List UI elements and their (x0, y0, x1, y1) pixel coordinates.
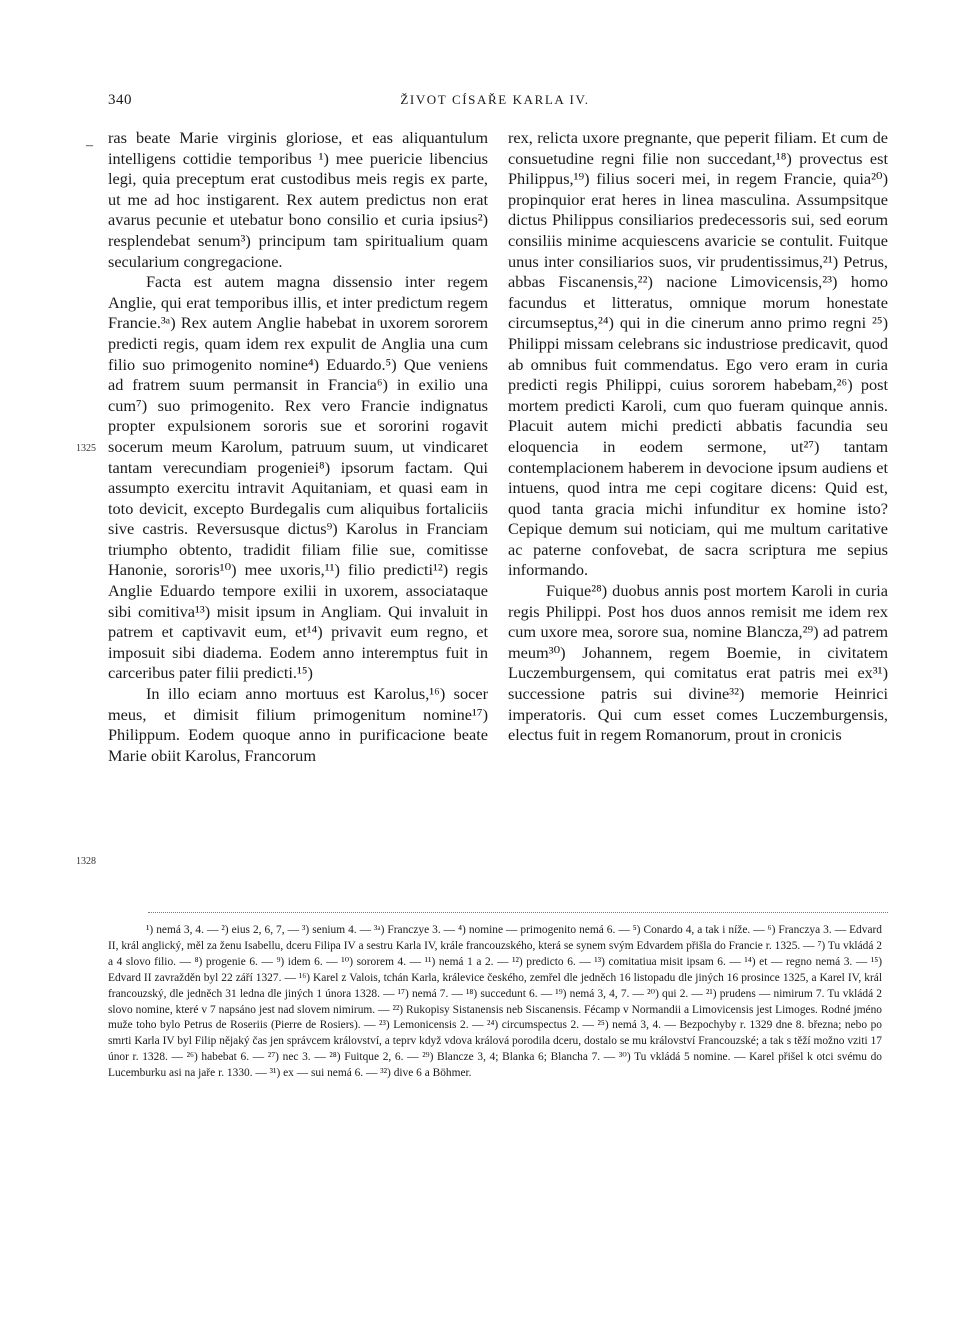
margin-year-1325: 1325 (76, 443, 96, 454)
left-paragraph-1: ras beate Marie virginis gloriose, et eas aliquantulum intelligens cottidie temporibus ¹) mee puericie libencius legi, quia preceptum erat custodibus meis regis ex parte, ut me ad hoc instigarent. Rex autem predictus non erat avarus pecunie et utebatur bono consilio et curia ipsius²) resplendebat senum³) principum tam spiritualium quam secularium congregacione. (108, 128, 488, 271)
page-number: 340 (108, 92, 132, 108)
footnote-separator (148, 912, 888, 913)
margin-year-1328: 1328 (76, 856, 96, 867)
right-paragraph-2: Fuique²⁸) duobus annis post mortem Karoli in curia regis Philippi. Post hos duos annos remisit me idem rex cum uxore mea, sorore sua, nomine Blancza,²⁹) ad patrem meum³⁰) Johannem, regem Boemie, in civitatem Luczemburgensem, qui comitatus erat patris mei ex³¹) successione patris sui divine³²) memorie Heinrici imperatoris. Qui cum esset comes Luczemburgensis, electus fuit in regem Romanorum, prout in cronicis (508, 581, 888, 745)
left-paragraph-3: In illo eciam anno mortuus est Karolus,¹⁶) socer meus, et dimisit filium primogenitum nomine¹⁷) Philippum. Eodem quoque anno in purificacione beate Marie obiit Karolus, Francorum (108, 684, 488, 765)
page-header (108, 92, 882, 116)
running-title: ŽIVOT CÍSAŘE KARLA IV. (400, 92, 590, 107)
left-column (108, 128, 488, 766)
left-paragraph-2: Facta est autem magna dissensio inter regem Anglie, qui erat temporibus illis, et inter predictum regem Francie.³ᵃ) Rex autem Anglie habebat in uxorem sororem predicti regis, quam idem rex expulit de Anglia una cum filio suo primogenito nomine⁴) Eduardo.⁵) Que veniens ad fratrem suum permansit in Francia⁶) in exilio una cum⁷) suo primogenito. Rex vero Francie indignatus propter expulsionem sororis sue et sororini rogavit socerum meum Karolum, patruum suum, ut vindicaret tantam verecundiam progeniei⁸) ipsorum factam. Qui assumpto exercitu intravit Aquitaniam, et quasi eam in toto devicit, excepto Burdegalis cum aliquibus fortaliciis sive castris. Reversusque dictus⁹) Karolus in Franciam triumpho obtento, tradidit filiam filie sue, comitisse Hanonie, sororis¹⁰) mee uxoris,¹¹) filio predicti¹²) regis Anglie Eduardo tempore exilii in uxorem, associataque sibi comitiva¹³) misit ipsum in Angliam. Qui invaluit in patrem et captivavit eum, et¹⁴) privavit eum regno, et imposuit sibi diadema. Eodem anno interemptus fuit in carceribus pater filii predicti.¹⁵) (108, 272, 488, 683)
right-column (508, 128, 888, 746)
footnotes (108, 923, 882, 1082)
right-paragraph-1: rex, relicta uxore pregnante, que peperit filiam. Et cum de consuetudine regni filie non succedant,¹⁸) provectus est Philippus,¹⁹) filius soceri mei, in regem Francie, quia²⁰) propinquior erat heres in linea masculina. Assumpsitque dictus Philippus consiliarios predecessoris sui, sed eorum consiliis minime acquiescens avaricie se contulit. Fuitque unus inter consiliarios suos, vir prudentissimus,²¹) Petrus, abbas Fiscanensis,²²) nacione Limovicensis,²³) homo facundus et litteratus, omnique morum honestate circumseptus,²⁴) qui in die cinerum anno primo regni ²⁵) Philippi missam celebrans sic industriose predicavit, quod ab omnibus fuit commendatus. Ego vero eram in curia predicti regis Philippi, cuius sororem habebam,²⁶) post mortem predicti Karoli, cum quo fueram quinque annis. Placuit autem michi predicti abbatis facundia seu eloquencia in eodem sermone, ut²⁷) tantam contemplacionem haberem in devocione ipsum audiens et intuens, quod intra me cepi cogitare dicens: Quid est, quod tanta gracia michi infunditur ex homine isto? Cepique demum sui noticiam, qui me multum caritative ac paterne confovebat, de sacra scriptura me sepius informando. (508, 128, 888, 580)
margin-dash: – (86, 138, 93, 153)
footnotes-text: ¹) nemá 3, 4. — ²) eius 2, 6, 7, — ³) senium 4. — ³ᵃ) Franczye 3. — ⁴) nomine — primogenito nemá 6. — ⁵) Conardo 4, a tak i níže. — ⁶) Franczya 3. — Edvard II, král anglický, měl za ženu Isabellu, dceru Filipa IV a sestru Karla IV, krále francouzského, která se synem svým Edvardem přišla do Francie r. 1325. — ⁷) Tu vkládá 2 a 4 slovo filio. — ⁸) progenie 6. — ⁹) idem 6. — ¹⁰) sororem 4. — ¹¹) nemá 1 a 2. — ¹²) predicto 6. — ¹³) comitatiua misit ipsam 6. — ¹⁴) et — regno nemá 3. — ¹⁵) Edvard II zavražděn byl 22 září 1327. — ¹⁶) Karel z Valois, tchán Karla, králevice českého, zemřel dle jedněch 16 listopadu dle jiných 16 prosince 1325, a Karel IV, král francouzský, dle jedněch 31 ledna dle jiných 1 února 1328. — ¹⁷) nemá 7. — ¹⁸) succedunt 6. — ¹⁹) nemá 3, 4, 7. — ²⁰) qui 2. — ²¹) prudens — nimirum 7. Tu vkládá 2 slovo nomine, které v 7 napsáno jest nad slovem nimirum. — ²²) Rukopisy Sistanensis neb Siscanensis. Fécamp v Normandii a Limovicensis jest Limoges. Rodné jméno muže toho bylo Petrus de Roseriis (Pierre de Rosiers). — ²³) Lemonicensis 2. — ²⁴) circumspectus 2. — ²⁵) nemá 3, 4. — Bezpochyby r. 1329 dne 8. března; nebo po smrti Karla IV byl Filip nějaký čas jen správcem království, a teprv když vdova králová porodila dceru, dostalo se mu království Francouzské; a tak s těží možno vziti 17 únor r. 1328. — ²⁶) habebat 6. — ²⁷) nec 3. — ²⁸) Fuitque 2, 6. — ²⁹) Blancze 3, 4; Blanka 6; Blancha 7. — ³⁰) Tu vkládá 5 nomine. — Karel přišel k otci svému do Lucemburku asi na jaře r. 1330. — ³¹) ex — sui nemá 6. — ³²) dive 6 a Böhmer. (108, 924, 882, 1080)
